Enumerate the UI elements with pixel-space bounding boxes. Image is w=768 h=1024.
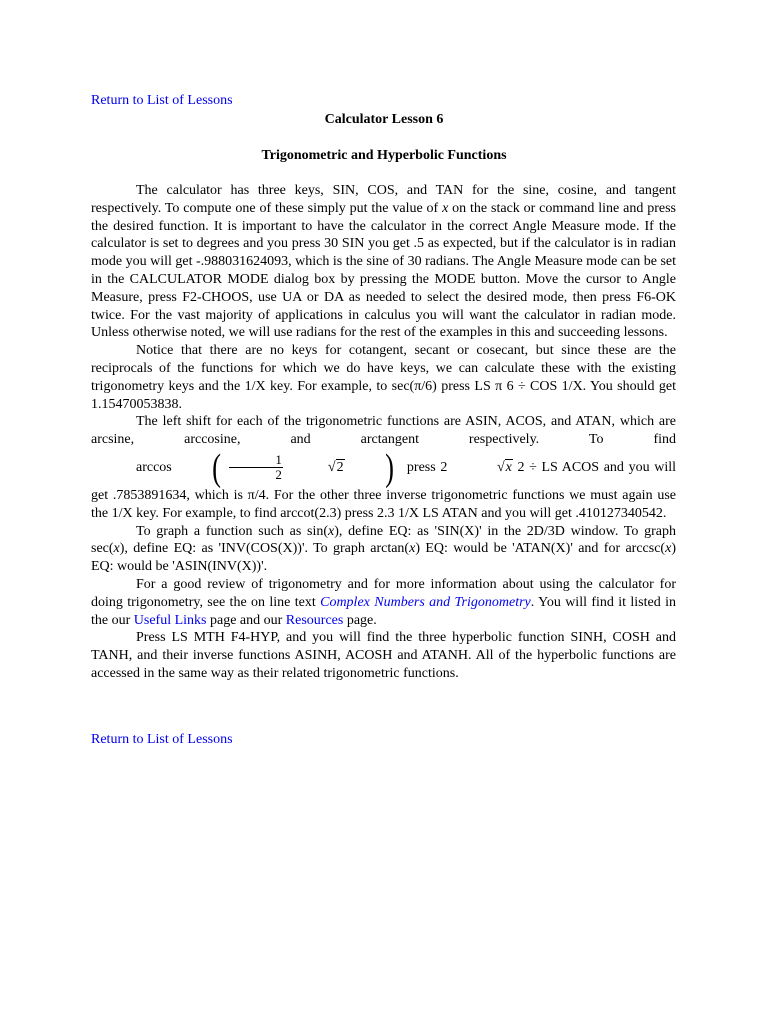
lesson-body (91, 182, 676, 683)
sqrt-key-symbol: √x (496, 460, 512, 476)
complex-numbers-link[interactable]: Complex Numbers and Trigonometry (320, 594, 531, 610)
sqrt-two: √2 (327, 460, 344, 476)
resources-link[interactable]: Resources (285, 612, 344, 628)
page-title: Calculator Lesson 6 (324, 112, 444, 127)
useful-links-link[interactable]: Useful Links (133, 612, 207, 628)
paragraph-hyperbolic: Press LS MTH F4-HYP, and you will find the three hyperbolic function SINH, COSH and TANH, and their inverse functions ASINH, ACOSH and ATANH. All of the hyperbolic functions are accessed in the same way as their related trigonometric functions. (91, 630, 676, 681)
paragraph-inverse-functions: The left shift for each of the trigonometric functions are ASIN, ACOS, and ATAN, which are arcsine, arccosine, and arctangent respectively. To find arccos ( $\frac{1}{2}$ √2 ) press 2 √x 2 ÷ LS ACOS and you will get .7853891634, which is π/4. For the other three inverse trigonometric functions we must again use the 1/X key. For example, to find arccot(2.3) press 2.3 1/X LS ATAN and you will get .410127340542. (91, 414, 676, 521)
return-to-lessons-link-bottom[interactable]: Return to List of Lessons (91, 732, 233, 747)
return-to-lessons-link-top[interactable]: Return to List of Lessons (91, 93, 233, 108)
paragraph-graphing: To graph a function such as sin(x), define EQ: as 'SIN(X)' in the 2D/3D window. To graph sec(x), define EQ: as 'INV(COS(X))'. To graph arctan(x) EQ: would be 'ATAN(X)' and for arccsc(x) EQ: would be 'ASIN(INV(X))'. (91, 523, 676, 575)
page-subtitle: Trigonometric and Hyperbolic Functions (261, 148, 507, 163)
arccos-expression: arccos ( $\frac{1}{2}$ √2 ) (136, 446, 394, 489)
paragraph-trig-review: For a good review of trigonometry and for more information about using the calculator for doing trigonometry, see the on line text Complex Numbers and Trigonometry. You will find it listed in the our Useful Links page and our Resources page. (91, 576, 676, 628)
fraction-one-half: $\frac{1}{2}$ (229, 453, 283, 482)
paragraph-reciprocal-functions: Notice that there are no keys for cotangent, secant or cosecant, but since these are the reciprocals of the functions for which we do have keys, we can calculate these with the existing trigonometry keys and the 1/X key. For example, to sec(π/6) press LS π 6 ÷ COS 1/X. You should get 1.15470053838. (91, 343, 676, 412)
paragraph-trig-keys: The calculator has three keys, SIN, COS, and TAN for the sine, cosine, and tangent respectively. To compute one of these simply put the value of x on the stack or command line and press the desired function. It is important to have the calculator in the correct Angle Measure mode. If the calculator is set to degrees and you press 30 SIN you get .5 as expected, but if the calculator is in radian mode you will get -.988031624093, which is the sine of 30 radians. The Angle Measure mode can be set in the CALCULATOR MODE dialog box by pressing the MODE button. Move the cursor to Angle Measure, press F2-CHOOS, use UA or DA as needed to select the desired mode, then press F6-OK twice. For the vast majority of applications in calculus you will want the calculator in radian mode. Unless otherwise noted, we will use radians for the rest of the examples in this and succeeding lessons. (91, 183, 676, 341)
